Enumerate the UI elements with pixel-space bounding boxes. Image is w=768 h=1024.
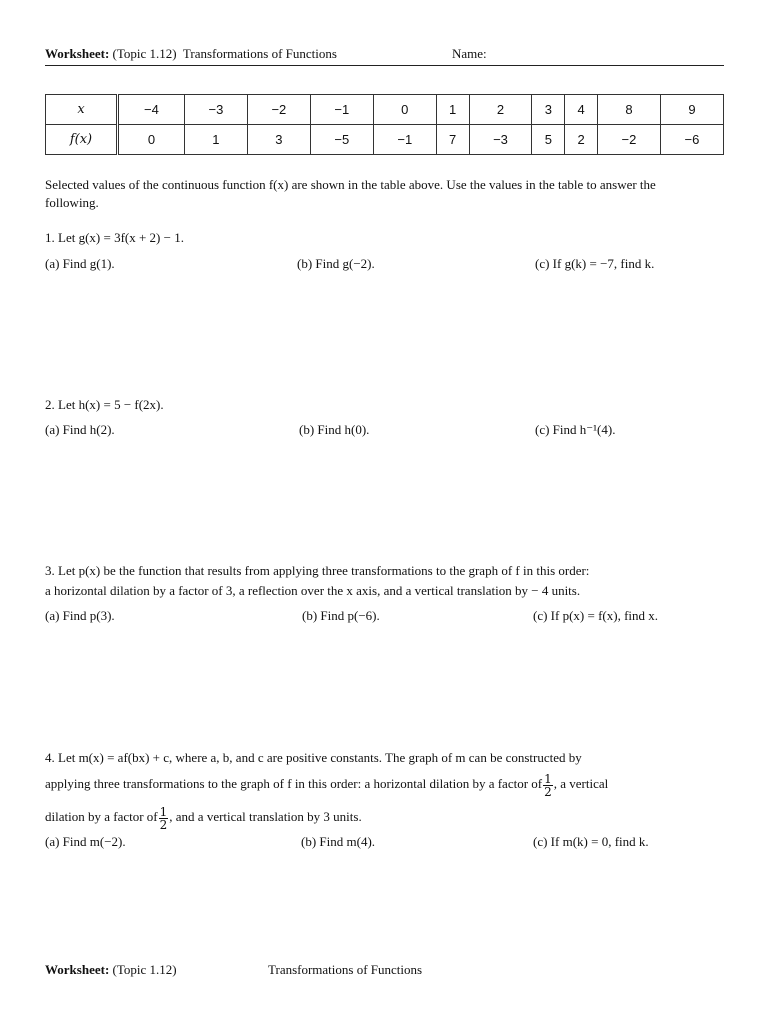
- q3-stem-line-2: a horizontal dilation by a factor of 3, a reflection over the x axis, and a vertical translation by − 4 units.: [45, 583, 581, 598]
- q4-stem-line-2: [45, 768, 608, 800]
- header-label: Worksheet:: [45, 46, 110, 61]
- fx-cell: 0: [118, 125, 185, 155]
- fx-cell: −6: [660, 125, 723, 155]
- fx-cell: 1: [184, 125, 247, 155]
- x-header: x: [46, 95, 118, 125]
- fx-cell: 3: [247, 125, 310, 155]
- q4-part-c: (c) If m(k) = 0, find k.: [533, 834, 649, 849]
- fraction-numerator: 1: [159, 804, 168, 819]
- fx-header: f(x): [46, 125, 118, 155]
- fx-cell: −3: [469, 125, 532, 155]
- q4-stem-line-3-text: dilation by a factor of: [45, 809, 158, 824]
- footer-label: Worksheet:: [45, 962, 110, 977]
- q4-part-a: (a) Find m(−2).: [45, 834, 126, 849]
- fx-cell: −5: [310, 125, 373, 155]
- fx-cell: −2: [597, 125, 660, 155]
- header-topic: (Topic 1.12): [112, 46, 177, 61]
- fraction-one-half: [543, 773, 553, 798]
- q2-part-c: (c) Find h⁻¹(4).: [535, 422, 616, 437]
- q3-stem-line-1: 3. Let p(x) be the function that results from applying three transformations to the graph of f in this order:: [45, 563, 590, 578]
- q1-part-b: (b) Find g(−2).: [297, 256, 375, 271]
- fraction-one-half: [159, 806, 169, 831]
- fraction-denominator: 2: [544, 784, 552, 799]
- q4-part-b: (b) Find m(4).: [301, 834, 376, 849]
- x-cell: −3: [184, 95, 247, 125]
- q3-part-c: (c) If p(x) = f(x), find x.: [533, 608, 659, 623]
- q1-part-a: (a) Find g(1).: [45, 256, 115, 271]
- worksheet-header: [45, 46, 337, 62]
- q3-part-a: (a) Find p(3).: [45, 608, 115, 623]
- q2-part-a: (a) Find h(2).: [45, 422, 115, 437]
- header-divider: [45, 65, 724, 66]
- q4-stem-line-3: [45, 801, 362, 833]
- fx-cell: 5: [532, 125, 565, 155]
- name-label: Name:: [452, 46, 487, 61]
- fx-cell: 7: [436, 125, 469, 155]
- x-cell: −2: [247, 95, 310, 125]
- footer-topic: (Topic 1.12): [112, 962, 177, 977]
- x-cell: −4: [118, 95, 185, 125]
- q4-stem-line-3-end: , and a vertical translation by 3 units.: [169, 809, 362, 824]
- table-row-x: [46, 95, 724, 125]
- table-row-fx: [46, 125, 724, 155]
- q2-part-b: (b) Find h(0).: [299, 422, 370, 437]
- intro-line-2: following.: [45, 195, 99, 210]
- x-cell: 2: [469, 95, 532, 125]
- q4-stem-line-1: 4. Let m(x) = af(bx) + c, where a, b, and c are positive constants. The graph of m can be constructed by: [45, 750, 582, 765]
- q2-stem: 2. Let h(x) = 5 − f(2x).: [45, 397, 164, 412]
- values-table: [45, 94, 724, 155]
- fx-cell: 2: [565, 125, 598, 155]
- footer-title: Transformations of Functions: [268, 962, 423, 977]
- header-title: Transformations of Functions: [182, 46, 337, 61]
- worksheet-footer: [45, 962, 177, 978]
- q1-part-c: (c) If g(k) = −7, find k.: [535, 256, 655, 271]
- q4-stem-line-2-end: , a vertical: [553, 776, 609, 791]
- q1-stem: 1. Let g(x) = 3f(x + 2) − 1.: [45, 230, 184, 245]
- x-cell: 0: [373, 95, 436, 125]
- q3-part-b: (b) Find p(−6).: [302, 608, 380, 623]
- fraction-numerator: 1: [544, 771, 552, 786]
- intro-line-1: Selected values of the continuous function f(x) are shown in the table above. Use the values in the table to answer the: [45, 177, 656, 192]
- x-cell: −1: [310, 95, 373, 125]
- x-cell: 8: [597, 95, 660, 125]
- x-cell: 1: [436, 95, 469, 125]
- x-cell: 9: [660, 95, 723, 125]
- fx-cell: −1: [373, 125, 436, 155]
- fraction-denominator: 2: [159, 817, 168, 832]
- x-cell: 3: [532, 95, 565, 125]
- q4-stem-line-2-text: applying three transformations to the graph of f in this order: a horizontal dilation by a factor of: [45, 776, 543, 791]
- x-cell: 4: [565, 95, 598, 125]
